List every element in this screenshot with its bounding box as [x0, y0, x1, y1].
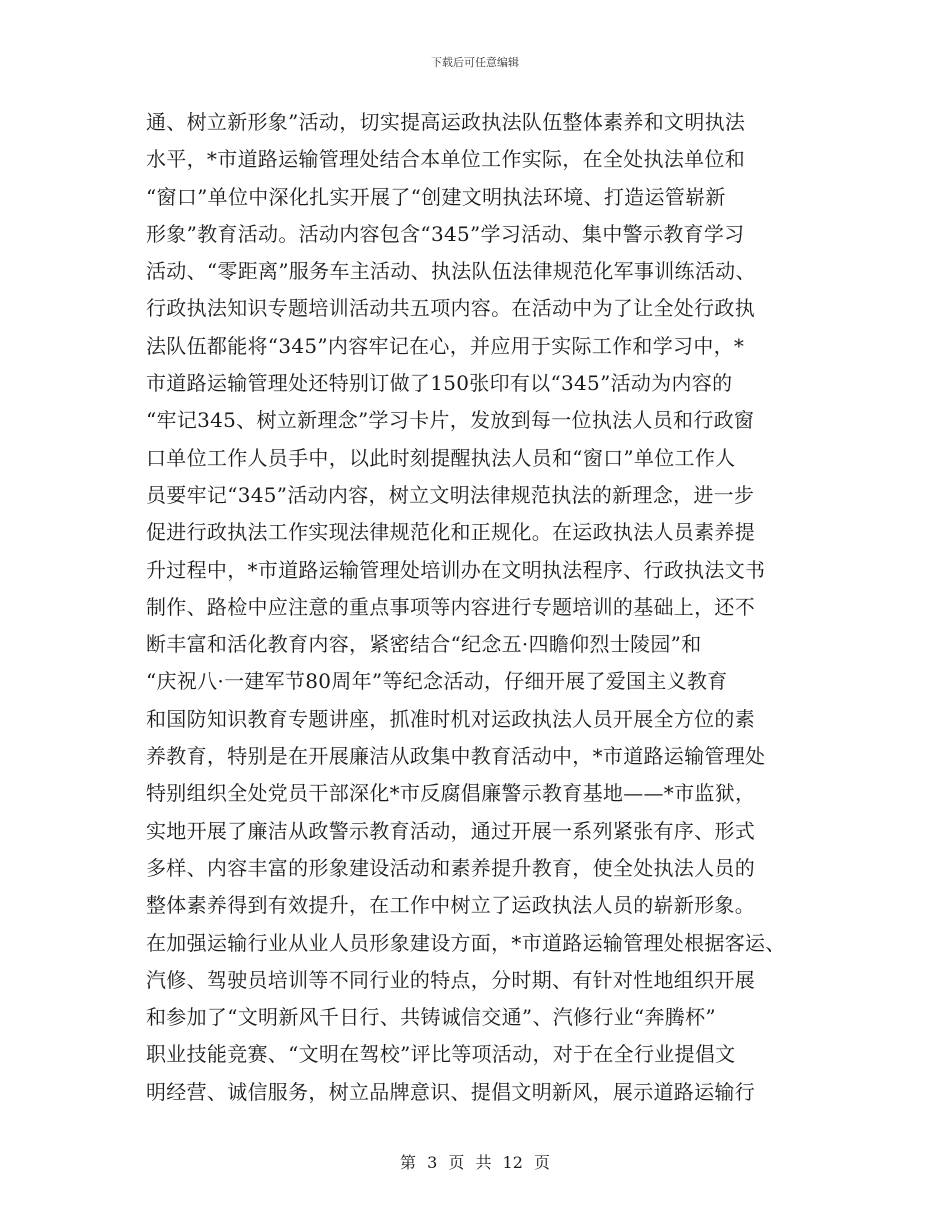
text-line: 特别组织全处党员干部深化*市反腐倡廉警示教育基地——*市监狱， — [146, 781, 756, 806]
text-line: 制作、路检中应注意的重点事项等内容进行专题培训的基础上，还不 — [146, 594, 755, 619]
text-line: 形象”教育活动。活动内容包含“345”学习活动、集中警示教育学习 — [146, 221, 745, 246]
text-line: 法队伍都能将“345”内容牢记在心，并应用于实际工作和学习中，* — [146, 333, 745, 358]
text-line: 断丰富和活化教育内容，紧密结合“纪念五·四瞻仰烈士陵园”和 — [146, 632, 702, 657]
text-line: 活动、“零距离”服务车主活动、执法队伍法律规范化军事训练活动、 — [146, 259, 756, 284]
text-line: 实地开展了廉洁从政警示教育活动，通过开展一系列紧张有序、形式 — [146, 818, 755, 843]
text-line: “窗口”单位中深化扎实开展了“创建文明执法环境、打造运管崭新 — [146, 184, 726, 209]
page-number: 第 3 页 共 12 页 — [400, 1153, 550, 1172]
text-line: 市道路运输管理处还特别订做了150张印有以“345”活动为内容的 — [146, 371, 733, 396]
text-line: 通、树立新形象”活动，切实提高运政执法队伍整体素养和文明执法 — [146, 110, 746, 134]
text-line: 明经营、诚信服务，树立品牌意识、提倡文明新风，展示道路运输行 — [146, 1079, 755, 1104]
text-line: 整体素养得到有效提升，在工作中树立了运政执法人员的崭新形象。 — [146, 893, 755, 918]
text-line: 行政执法知识专题培训活动共五项内容。在活动中为了让全处行政执 — [146, 296, 755, 321]
text-line: 养教育，特别是在开展廉洁从政集中教育活动中，*市道路运输管理处 — [146, 744, 766, 769]
text-line: 水平，*市道路运输管理处结合本单位工作实际，在全处执法单位和 — [146, 147, 745, 172]
text-line: 和国防知识教育专题讲座，抓准时机对运政执法人员开展全方位的素 — [146, 706, 755, 731]
text-line: 升过程中，*市道路运输管理处培训办在文明执法程序、行政执法文书 — [146, 557, 766, 582]
page-header: 下载后可任意编辑 — [431, 56, 519, 69]
text-line: 职业技能竞赛、“文明在驾校”评比等项活动，对于在全行业提倡文 — [146, 1042, 736, 1067]
text-line: 汽修、驾驶员培训等不同行业的特点，分时期、有针对性地组织开展 — [146, 967, 755, 992]
body-text — [146, 104, 806, 1111]
text-line: 员要牢记“345”活动内容，树立文明法律规范执法的新理念，进一步 — [146, 482, 755, 507]
text-line: 在加强运输行业从业人员形象建设方面，*市道路运输管理处根据客运、 — [146, 930, 786, 955]
text-line: 促进行政执法工作实现法律规范化和正规化。在运政执法人员素养提 — [146, 520, 755, 545]
text-line: 多样、内容丰富的形象建设活动和素养提升教育，使全处执法人员的 — [146, 855, 755, 880]
text-line: “牢记345、树立新理念”学习卡片，发放到每一位执法人员和行政窗 — [146, 408, 755, 433]
text-line: “庆祝八·一建军节80周年”等纪念活动，仔细开展了爱国主义教育 — [146, 669, 728, 694]
text-line: 口单位工作人员手中，以此时刻提醒执法人员和“窗口”单位工作人 — [146, 445, 736, 470]
text-line: 和参加了“文明新风千日行、共铸诚信交通”、汽修行业“奔腾杯” — [146, 1005, 716, 1030]
